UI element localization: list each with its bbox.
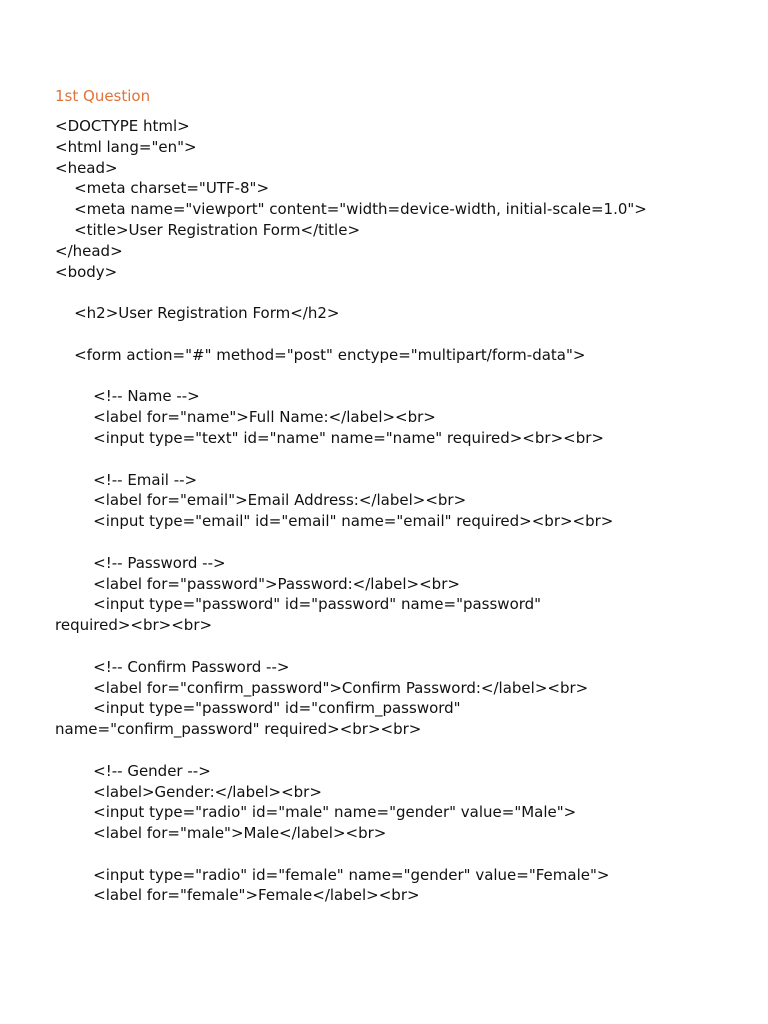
code-line: <label for="confirm_password">Confirm Password:</label><br>	[55, 678, 589, 697]
code-listing	[55, 116, 755, 906]
code-line: <label for="name">Full Name:</label><br>	[55, 408, 436, 427]
code-line: <h2>User Registration Form</h2>	[55, 304, 340, 323]
code-line: <label for="male">Male</label><br>	[55, 824, 387, 843]
code-line: <label for="email">Email Address:</label><br>	[55, 491, 467, 510]
code-line: <!-- Gender -->	[55, 761, 211, 780]
code-line: <label for="password">Password:</label><br>	[55, 574, 460, 593]
code-line: <input type="text" id="name" name="name" required><br><br>	[55, 428, 604, 447]
blank-line	[55, 449, 755, 470]
code-line: <input type="email" id="email" name="email" required><br><br>	[55, 512, 614, 531]
blank-line	[55, 324, 755, 345]
code-line: <!-- Email -->	[55, 470, 198, 489]
code-line: <meta name="viewport" content="width=device-width, initial-scale=1.0">	[55, 200, 647, 219]
code-line: <!-- Name -->	[55, 387, 200, 406]
code-line: <form action="#" method="post" enctype="multipart/form-data">	[55, 345, 586, 364]
code-line: <input type="password" id="confirm_password"	[55, 699, 461, 718]
code-line: required><br><br>	[55, 616, 213, 635]
code-line: <input type="password" id="password" name="password"	[55, 595, 542, 614]
code-line: <label>Gender:</label><br>	[55, 782, 322, 801]
blank-line	[55, 366, 755, 387]
code-line: <DOCTYPE html>	[55, 117, 190, 135]
code-line: <head>	[55, 158, 118, 177]
blank-line	[55, 532, 755, 553]
code-line: <input type="radio" id="female" name="gender" value="Female">	[55, 865, 610, 884]
code-line: <title>User Registration Form</title>	[55, 220, 361, 239]
code-line: <input type="radio" id="male" name="gender" value="Male">	[55, 803, 577, 822]
code-line: <!-- Password -->	[55, 553, 226, 572]
blank-line	[55, 636, 755, 657]
question-heading: 1st Question	[55, 87, 151, 105]
code-line: <!-- Confirm Password -->	[55, 657, 290, 676]
code-line: <body>	[55, 262, 118, 281]
code-line: <label for="female">Female</label><br>	[55, 886, 420, 905]
code-line: name="confirm_password" required><br><br>	[55, 720, 422, 739]
blank-line	[55, 740, 755, 761]
blank-line	[55, 282, 755, 303]
blank-line	[55, 844, 755, 865]
code-line: <html lang="en">	[55, 137, 197, 156]
code-line: <meta charset="UTF-8">	[55, 179, 270, 198]
code-line: </head>	[55, 241, 123, 260]
